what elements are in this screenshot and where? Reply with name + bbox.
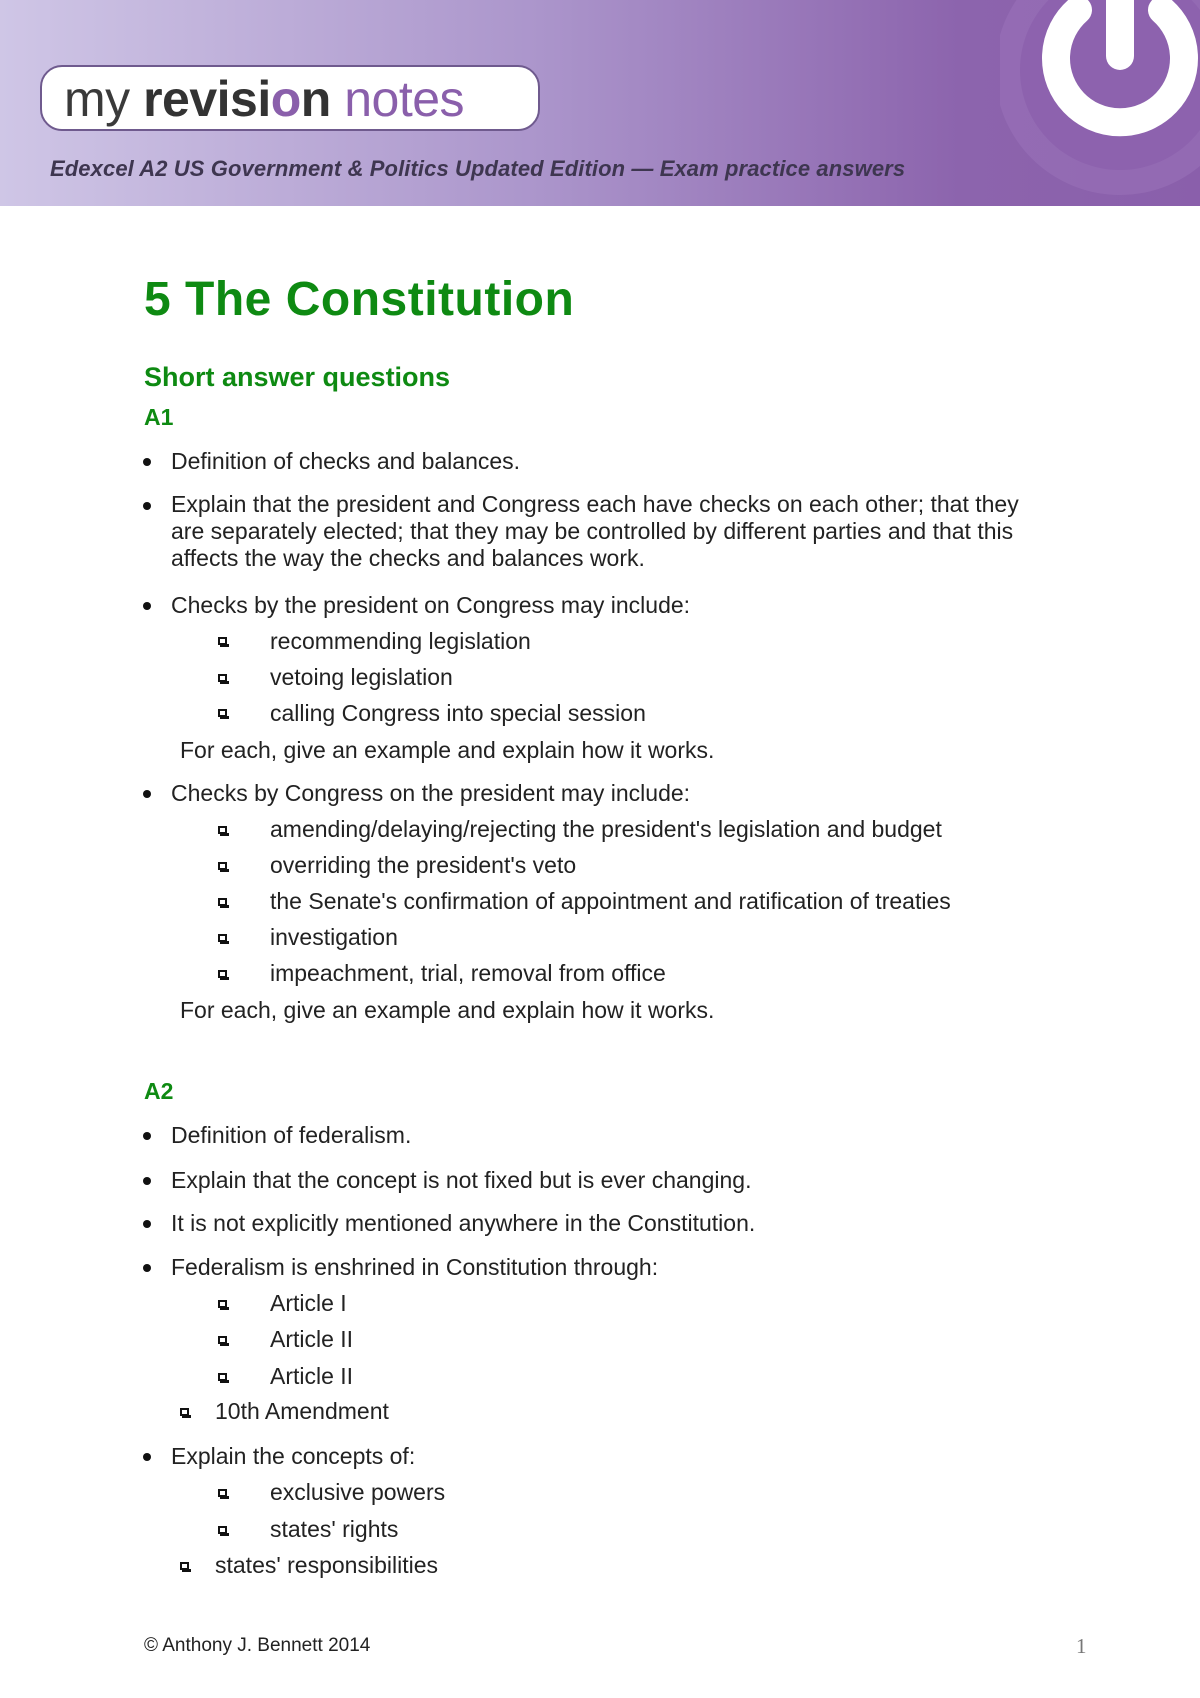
checkbox-bullet-icon — [218, 709, 227, 717]
header-banner — [0, 0, 1200, 206]
bullet-icon — [143, 602, 151, 610]
checkbox-bullet-icon — [218, 1300, 227, 1308]
sub-list-item: recommending legislation — [270, 628, 531, 654]
checkbox-bullet-icon — [180, 1562, 189, 1570]
checkbox-bullet-icon — [218, 1489, 227, 1497]
bullet-icon — [143, 1177, 151, 1185]
question-label-a2: A2 — [144, 1078, 174, 1104]
checkbox-bullet-icon — [218, 1336, 227, 1344]
header-subtitle: Edexcel A2 US Government & Politics Updated Edition — Exam practice answers — [50, 156, 906, 181]
bullet-icon — [143, 502, 151, 510]
list-item: Definition of checks and balances. — [171, 448, 521, 474]
checkbox-bullet-icon — [218, 1526, 227, 1534]
bullet-icon — [143, 1132, 151, 1140]
checkbox-bullet-icon — [218, 862, 227, 870]
list-item: Explain that the president and Congress each have checks on each other; that they are separately elected; that they may be controlled by different parties and that this affects the way the checks and balances work. — [171, 491, 1019, 571]
section-heading: Short answer questions — [144, 362, 451, 392]
sub-list-item: impeachment, trial, removal from office — [270, 960, 666, 986]
bullet-icon — [143, 1264, 151, 1272]
list-item: Checks by the president on Congress may include: — [171, 592, 691, 618]
page-number: 1 — [1076, 1634, 1087, 1658]
logo — [40, 65, 540, 131]
sub-list-item: vetoing legislation — [270, 664, 453, 690]
sub-list-item: exclusive powers — [270, 1479, 446, 1505]
bullet-icon — [143, 1220, 151, 1228]
sub-list-item: Article II — [270, 1363, 354, 1389]
checkbox-bullet-icon — [218, 970, 227, 978]
bullet-icon — [143, 790, 151, 798]
sub-list-item: the Senate's confirmation of appointment and ratification of treaties — [270, 888, 951, 914]
checkbox-bullet-icon — [218, 826, 227, 834]
bullet-icon — [143, 1453, 151, 1461]
sub-list-item: Article I — [270, 1290, 347, 1316]
checkbox-bullet-icon — [218, 934, 227, 942]
page-title: 5 The Constitution — [144, 273, 575, 326]
list-item: Checks by Congress on the president may include: — [171, 780, 691, 806]
question-label-a1: A1 — [144, 404, 174, 430]
sub-list-item: Article II — [270, 1326, 354, 1352]
list-item: It is not explicitly mentioned anywhere in the Constitution. — [171, 1210, 756, 1236]
checkbox-bullet-icon — [218, 674, 227, 682]
checkbox-bullet-icon — [180, 1408, 189, 1416]
sub-list-item: states' responsibilities — [215, 1552, 438, 1578]
checkbox-bullet-icon — [218, 637, 227, 645]
logo-notes: notes — [344, 71, 465, 127]
list-item: Explain that the concept is not fixed but is ever changing. — [171, 1167, 752, 1193]
list-item: Explain the concepts of: — [171, 1443, 416, 1469]
sub-list-item: amending/delaying/rejecting the president's legislation and budget — [270, 816, 942, 842]
sub-list-item: overriding the president's veto — [270, 852, 577, 878]
logo-my: my — [64, 71, 130, 127]
logo-revision: revision — [143, 71, 331, 127]
note-text: For each, give an example and explain how it works. — [180, 997, 715, 1023]
sub-list-item: investigation — [270, 924, 398, 950]
checkbox-bullet-icon — [218, 1373, 227, 1381]
checkbox-bullet-icon — [218, 898, 227, 906]
list-item: Definition of federalism. — [171, 1122, 412, 1148]
list-item: Federalism is enshrined in Constitution through: — [171, 1254, 659, 1280]
copyright: © Anthony J. Bennett 2014 — [144, 1635, 371, 1656]
sub-list-item: calling Congress into special session — [270, 700, 646, 726]
logo-wordmark — [64, 69, 464, 129]
sub-list-item: states' rights — [270, 1516, 399, 1542]
power-icon — [1000, 0, 1200, 206]
sub-list-item: 10th Amendment — [215, 1398, 389, 1424]
bullet-icon — [143, 458, 151, 466]
note-text: For each, give an example and explain how it works. — [180, 737, 715, 763]
